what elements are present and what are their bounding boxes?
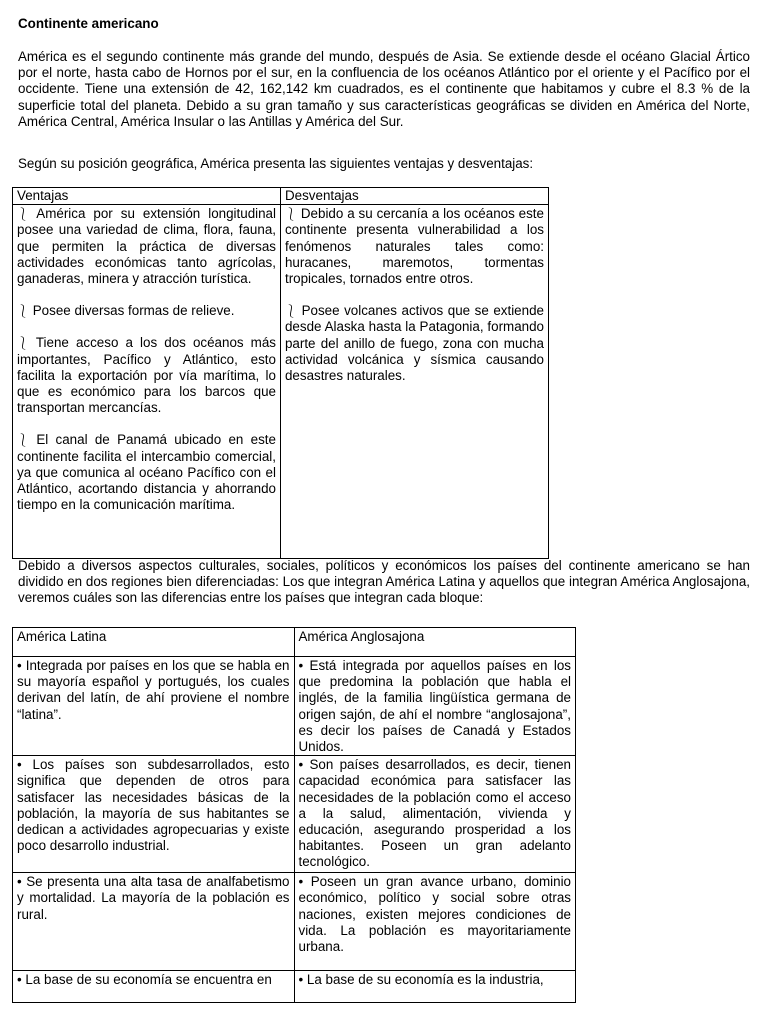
header-america-latina: América Latina: [13, 628, 295, 657]
table-row: [13, 657, 576, 756]
latina-cell: • Los países son subdesarrollados, esto significa que dependen de otros para satisfacer las necesidades básicas de la población, la mayoría de sus habitantes se dedican a actividades agropecuarias y existe poco desarrollo industrial.: [13, 756, 295, 873]
anglo-cell: • La base de su economía es la industria,: [294, 971, 576, 1003]
ventaja-item: ⎱ Tiene acceso a los dos océanos más importantes, Pacífico y Atlántico, esto facilita la exportación por vía marítima, lo que es económico para los barcos que transportan mercancías.: [17, 335, 276, 416]
ventajas-cell: [13, 205, 281, 559]
anglo-cell: • Son países desarrollados, es decir, tienen capacidad económica para satisfacer las necesidades de la población como el acceso a la salud, alimentación, vivienda y educación, asegurando prosperidad a los habitantes. Poseen un gran adelanto tecnológico.: [294, 756, 576, 873]
latina-cell: • Integrada por países en los que se habla en su mayoría español y portugués, los cuales derivan del latín, de ahí proviene el nombre “latina”.: [13, 657, 295, 756]
table-row: [13, 756, 576, 873]
table-row: [13, 873, 576, 971]
header-desventajas: Desventajas: [280, 188, 548, 205]
advantages-table: [12, 187, 549, 559]
latina-cell: • Se presenta una alta tasa de analfabetismo y mortalidad. La mayoría de la población es rural.: [13, 873, 295, 971]
anglo-cell: • Poseen un gran avance urbano, dominio económico, político y social sobre otras naciones, existen mejores condiciones de vida. La población es mayoritariamente urbana.: [294, 873, 576, 971]
bracket-marker-icon: ⎱: [17, 304, 30, 319]
bracket-marker-icon: ⎱: [17, 336, 30, 351]
header-ventajas: Ventajas: [13, 188, 281, 205]
bracket-marker-icon: ⎱: [17, 207, 30, 222]
intro-paragraph: América es el segundo continente más grande del mundo, después de Asia. Se extiende desde el océano Glacial Ártico por el norte, hasta cabo de Hornos por el sur, en la confluencia de los océanos Atlántico por el oriente y el Pacífico por el occidente. Tiene una extensión de 42, 162,142 km cuadrados, es el continente que habitamos y cubre el 8.3 % de la superficie total del planeta. Debido a su gran tamaño y sus características geográficas se dividen en América del Norte, América Central, América Insular o las Antillas y América del Sur.: [18, 49, 750, 129]
ventaja-item: ⎱ El canal de Panamá ubicado en este continente facilita el intercambio comercial, ya que comunica al océano Pacífico con el Atlántico, acortando distancia y ahorrando tiempo en la comunicación marítima.: [17, 432, 276, 513]
latina-cell: • La base de su economía se encuentra en: [13, 971, 295, 1003]
desventaja-item: ⎱ Debido a su cercanía a los océanos este continente presenta vulnerabilidad a los fenómenos naturales tales como: huracanes, maremotos, tormentas tropicales, tornados entre otros.: [284, 206, 544, 287]
regions-table: [12, 627, 576, 1003]
table-row: [13, 971, 576, 1003]
bracket-marker-icon: ⎱: [284, 207, 297, 222]
document-title: Continente americano: [18, 16, 159, 31]
desventaja-item: ⎱ Posee volcanes activos que se extiende desde Alaska hasta la Patagonia, formando parte del anillo de fuego, zona con mucha actividad volcánica y sísmica causando desastres naturales.: [284, 303, 544, 384]
ventaja-item: ⎱ Posee diversas formas de relieve.: [17, 303, 235, 319]
bracket-marker-icon: ⎱: [17, 433, 30, 448]
bracket-marker-icon: ⎱: [284, 304, 297, 319]
desventajas-cell: [280, 205, 548, 559]
ventaja-item: ⎱ América por su extensión longitudinal posee una variedad de clima, flora, fauna, que permiten la práctica de diversas actividades económicas tanto agrícolas, ganaderas, minera y atracción turística.: [17, 206, 276, 287]
regions-paragraph: Debido a diversos aspectos culturales, sociales, políticos y económicos los países del continente americano se han dividido en dos regiones bien diferenciadas: Los que integran América Latina y aquellos que integran América Anglosajona, veremos cuáles son las diferencias entre los países que integran cada bloque:: [18, 558, 750, 606]
anglo-cell: • Está integrada por aquellos países en los que predomina la población que habla el inglés, de la familia lingüística germana de origen sajón, de ahí el nombre “anglosajona”, es decir los países de Canadá y Estados Unidos.: [294, 657, 576, 756]
header-america-anglosajona: América Anglosajona: [294, 628, 576, 657]
advantages-lead-paragraph: Según su posición geográfica, América presenta las siguientes ventajas y desventajas:: [18, 156, 534, 171]
